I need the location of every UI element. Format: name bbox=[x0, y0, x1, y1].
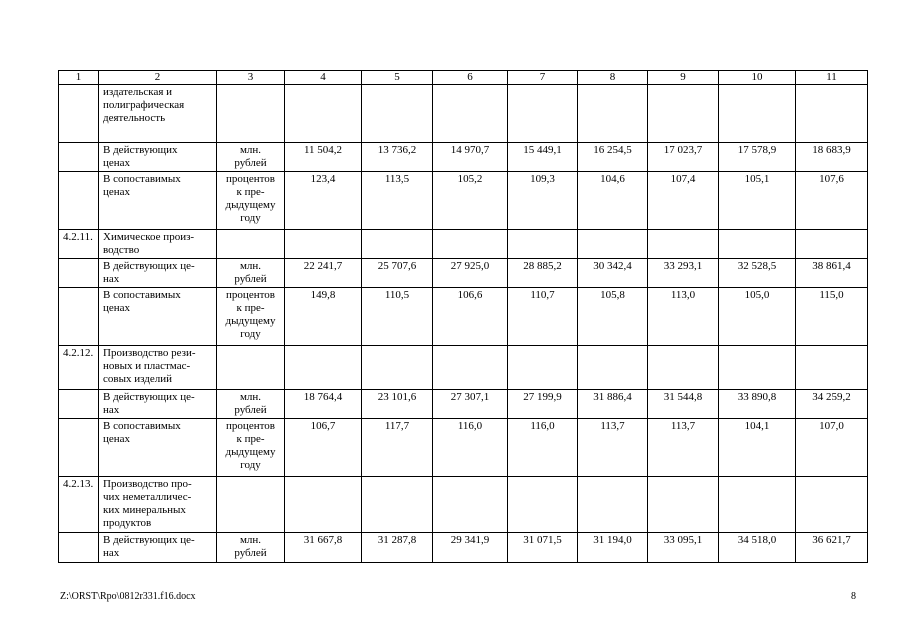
row-code bbox=[59, 390, 99, 419]
value-cell: 113,7 bbox=[648, 419, 719, 477]
table-row bbox=[59, 477, 868, 533]
table-row bbox=[59, 143, 868, 172]
row-unit-line: млн. bbox=[239, 144, 262, 156]
value-cell: 13 736,2 bbox=[362, 143, 433, 172]
value-cell: 34 518,0 bbox=[719, 533, 796, 563]
row-unit-line: млн. bbox=[239, 391, 262, 403]
row-code: 4.2.13. bbox=[59, 477, 99, 533]
value-cell: 11 504,2 bbox=[285, 143, 362, 172]
row-unit bbox=[217, 85, 285, 143]
value-cell bbox=[508, 230, 578, 259]
value-cell: 104,6 bbox=[578, 172, 648, 230]
row-name-line: В сопоставимых bbox=[103, 420, 181, 432]
value-cell bbox=[285, 85, 362, 143]
value-cell: 31 287,8 bbox=[362, 533, 433, 563]
table-row bbox=[59, 390, 868, 419]
row-unit-line: дыдущему bbox=[225, 315, 276, 327]
row-unit-line: дыдущему bbox=[225, 446, 276, 458]
row-unit-line: к пре- bbox=[236, 433, 265, 445]
table-row bbox=[59, 346, 868, 390]
value-cell bbox=[362, 477, 433, 533]
value-cell bbox=[648, 230, 719, 259]
value-cell: 16 254,5 bbox=[578, 143, 648, 172]
header-col-9: 9 bbox=[648, 71, 719, 85]
value-cell: 27 925,0 bbox=[433, 259, 508, 288]
row-code bbox=[59, 533, 99, 563]
row-code bbox=[59, 85, 99, 143]
row-unit-line: млн. bbox=[239, 534, 262, 546]
row-unit bbox=[217, 230, 285, 259]
value-cell: 107,4 bbox=[648, 172, 719, 230]
header-col-2: 2 bbox=[99, 71, 217, 85]
value-cell: 18 764,4 bbox=[285, 390, 362, 419]
value-cell: 14 970,7 bbox=[433, 143, 508, 172]
value-cell: 107,0 bbox=[796, 419, 868, 477]
table-row bbox=[59, 419, 868, 477]
row-unit bbox=[217, 346, 285, 390]
value-cell: 107,6 bbox=[796, 172, 868, 230]
row-code bbox=[59, 143, 99, 172]
row-unit-line: к пре- bbox=[236, 186, 265, 198]
value-cell bbox=[508, 346, 578, 390]
value-cell bbox=[719, 230, 796, 259]
value-cell bbox=[796, 230, 868, 259]
row-name-line: В действующих це- bbox=[103, 391, 195, 403]
value-cell: 104,1 bbox=[719, 419, 796, 477]
row-name-line: ценах bbox=[103, 302, 131, 314]
row-name bbox=[99, 346, 217, 390]
value-cell bbox=[433, 477, 508, 533]
value-cell: 33 890,8 bbox=[719, 390, 796, 419]
value-cell: 113,0 bbox=[648, 288, 719, 346]
row-name-line: продуктов bbox=[103, 517, 152, 529]
value-cell: 17 578,9 bbox=[719, 143, 796, 172]
table-header-row bbox=[59, 71, 868, 85]
value-cell: 36 621,7 bbox=[796, 533, 868, 563]
row-unit-line: процентов bbox=[226, 420, 275, 432]
row-name-line: чих неметалличес- bbox=[103, 491, 192, 503]
value-cell: 33 095,1 bbox=[648, 533, 719, 563]
row-name-line: водство bbox=[103, 244, 140, 256]
row-unit-line: процентов bbox=[226, 173, 275, 185]
value-cell: 149,8 bbox=[285, 288, 362, 346]
value-cell bbox=[285, 230, 362, 259]
row-name-line: полиграфическая bbox=[103, 99, 185, 111]
value-cell: 32 528,5 bbox=[719, 259, 796, 288]
value-cell: 28 885,2 bbox=[508, 259, 578, 288]
value-cell bbox=[648, 85, 719, 143]
value-cell: 29 341,9 bbox=[433, 533, 508, 563]
value-cell: 31 194,0 bbox=[578, 533, 648, 563]
header-col-7: 7 bbox=[508, 71, 578, 85]
value-cell bbox=[578, 230, 648, 259]
row-name bbox=[99, 143, 217, 172]
row-unit-line: году bbox=[240, 212, 261, 224]
table-body bbox=[59, 71, 868, 563]
value-cell bbox=[648, 346, 719, 390]
row-name bbox=[99, 85, 217, 143]
row-code bbox=[59, 172, 99, 230]
value-cell bbox=[362, 346, 433, 390]
row-name-line: В действующих це- bbox=[103, 534, 195, 546]
row-unit bbox=[217, 143, 285, 172]
value-cell bbox=[362, 230, 433, 259]
row-name-line: издательская и bbox=[103, 86, 173, 98]
row-unit-line: рублей bbox=[234, 273, 267, 285]
value-cell: 109,3 bbox=[508, 172, 578, 230]
value-cell bbox=[578, 346, 648, 390]
value-cell: 116,0 bbox=[433, 419, 508, 477]
value-cell: 34 259,2 bbox=[796, 390, 868, 419]
value-cell bbox=[719, 477, 796, 533]
table-row bbox=[59, 533, 868, 563]
row-unit bbox=[217, 533, 285, 563]
value-cell: 30 342,4 bbox=[578, 259, 648, 288]
row-name-line: Химическое произ- bbox=[103, 231, 195, 243]
row-unit-line: млн. bbox=[239, 260, 262, 272]
value-cell bbox=[508, 85, 578, 143]
header-col-11: 11 bbox=[796, 71, 868, 85]
value-cell bbox=[719, 346, 796, 390]
value-cell: 110,7 bbox=[508, 288, 578, 346]
row-name-line: Производство про- bbox=[103, 478, 192, 490]
row-unit bbox=[217, 390, 285, 419]
value-cell: 31 667,8 bbox=[285, 533, 362, 563]
row-name bbox=[99, 230, 217, 259]
value-cell: 15 449,1 bbox=[508, 143, 578, 172]
header-col-10: 10 bbox=[719, 71, 796, 85]
header-col-8: 8 bbox=[578, 71, 648, 85]
table-row bbox=[59, 172, 868, 230]
value-cell bbox=[796, 85, 868, 143]
row-unit bbox=[217, 259, 285, 288]
row-unit bbox=[217, 288, 285, 346]
row-name-line: В действующих це- bbox=[103, 260, 195, 272]
value-cell: 18 683,9 bbox=[796, 143, 868, 172]
value-cell: 110,5 bbox=[362, 288, 433, 346]
value-cell: 31 071,5 bbox=[508, 533, 578, 563]
value-cell: 31 886,4 bbox=[578, 390, 648, 419]
value-cell: 123,4 bbox=[285, 172, 362, 230]
row-name-line: В сопоставимых bbox=[103, 173, 181, 185]
value-cell bbox=[508, 477, 578, 533]
row-code: 4.2.11. bbox=[59, 230, 99, 259]
table-row bbox=[59, 85, 868, 143]
value-cell: 23 101,6 bbox=[362, 390, 433, 419]
value-cell: 25 707,6 bbox=[362, 259, 433, 288]
header-col-6: 6 bbox=[433, 71, 508, 85]
value-cell: 27 307,1 bbox=[433, 390, 508, 419]
row-name bbox=[99, 477, 217, 533]
row-name bbox=[99, 533, 217, 563]
row-name-line: новых и пластмас- bbox=[103, 360, 191, 372]
value-cell: 105,2 bbox=[433, 172, 508, 230]
value-cell: 105,1 bbox=[719, 172, 796, 230]
row-unit bbox=[217, 419, 285, 477]
row-name-line: Производство рези- bbox=[103, 347, 196, 359]
value-cell: 106,7 bbox=[285, 419, 362, 477]
value-cell: 113,7 bbox=[578, 419, 648, 477]
header-col-4: 4 bbox=[285, 71, 362, 85]
value-cell: 113,5 bbox=[362, 172, 433, 230]
row-code: 4.2.12. bbox=[59, 346, 99, 390]
value-cell bbox=[796, 346, 868, 390]
value-cell: 31 544,8 bbox=[648, 390, 719, 419]
row-name bbox=[99, 172, 217, 230]
table-row bbox=[59, 259, 868, 288]
footer-file-path: Z:\ORST\Rpo\0812r331.f16.docx bbox=[60, 591, 196, 602]
row-unit-line: году bbox=[240, 459, 261, 471]
row-name-line: ценах bbox=[103, 186, 131, 198]
row-unit bbox=[217, 172, 285, 230]
row-name-line: деятельность bbox=[103, 112, 166, 124]
value-cell: 33 293,1 bbox=[648, 259, 719, 288]
row-name bbox=[99, 288, 217, 346]
value-cell bbox=[433, 85, 508, 143]
row-name-line: ценах bbox=[103, 433, 131, 445]
row-unit-line: процентов bbox=[226, 289, 275, 301]
row-code bbox=[59, 259, 99, 288]
row-name-line: В действующих bbox=[103, 144, 178, 156]
header-col-3: 3 bbox=[217, 71, 285, 85]
row-name bbox=[99, 259, 217, 288]
row-name-line: ценах bbox=[103, 157, 131, 169]
value-cell bbox=[796, 477, 868, 533]
footer-page-number: 8 bbox=[851, 591, 856, 602]
value-cell: 27 199,9 bbox=[508, 390, 578, 419]
table-row bbox=[59, 230, 868, 259]
value-cell bbox=[578, 477, 648, 533]
statistics-table bbox=[58, 70, 868, 563]
value-cell bbox=[578, 85, 648, 143]
row-unit-line: рублей bbox=[234, 404, 267, 416]
row-name-line: В сопоставимых bbox=[103, 289, 181, 301]
value-cell bbox=[433, 230, 508, 259]
row-name-line: совых изделий bbox=[103, 373, 172, 385]
value-cell: 105,0 bbox=[719, 288, 796, 346]
value-cell: 22 241,7 bbox=[285, 259, 362, 288]
row-unit-line: к пре- bbox=[236, 302, 265, 314]
table-row bbox=[59, 288, 868, 346]
value-cell bbox=[433, 346, 508, 390]
value-cell bbox=[362, 85, 433, 143]
row-unit-line: дыдущему bbox=[225, 199, 276, 211]
row-name bbox=[99, 419, 217, 477]
row-unit-line: рублей bbox=[234, 547, 267, 559]
value-cell bbox=[719, 85, 796, 143]
row-name-line: нах bbox=[103, 547, 120, 559]
value-cell: 106,6 bbox=[433, 288, 508, 346]
row-code bbox=[59, 419, 99, 477]
value-cell: 17 023,7 bbox=[648, 143, 719, 172]
row-code bbox=[59, 288, 99, 346]
value-cell bbox=[285, 477, 362, 533]
value-cell bbox=[648, 477, 719, 533]
row-unit-line: рублей bbox=[234, 157, 267, 169]
row-unit-line: году bbox=[240, 328, 261, 340]
value-cell: 115,0 bbox=[796, 288, 868, 346]
value-cell: 117,7 bbox=[362, 419, 433, 477]
row-name bbox=[99, 390, 217, 419]
value-cell bbox=[285, 346, 362, 390]
header-col-1: 1 bbox=[59, 71, 99, 85]
value-cell: 105,8 bbox=[578, 288, 648, 346]
row-name-line: нах bbox=[103, 404, 120, 416]
header-col-5: 5 bbox=[362, 71, 433, 85]
row-name-line: ких минеральных bbox=[103, 504, 186, 516]
value-cell: 116,0 bbox=[508, 419, 578, 477]
row-unit bbox=[217, 477, 285, 533]
value-cell: 38 861,4 bbox=[796, 259, 868, 288]
row-name-line: нах bbox=[103, 273, 120, 285]
